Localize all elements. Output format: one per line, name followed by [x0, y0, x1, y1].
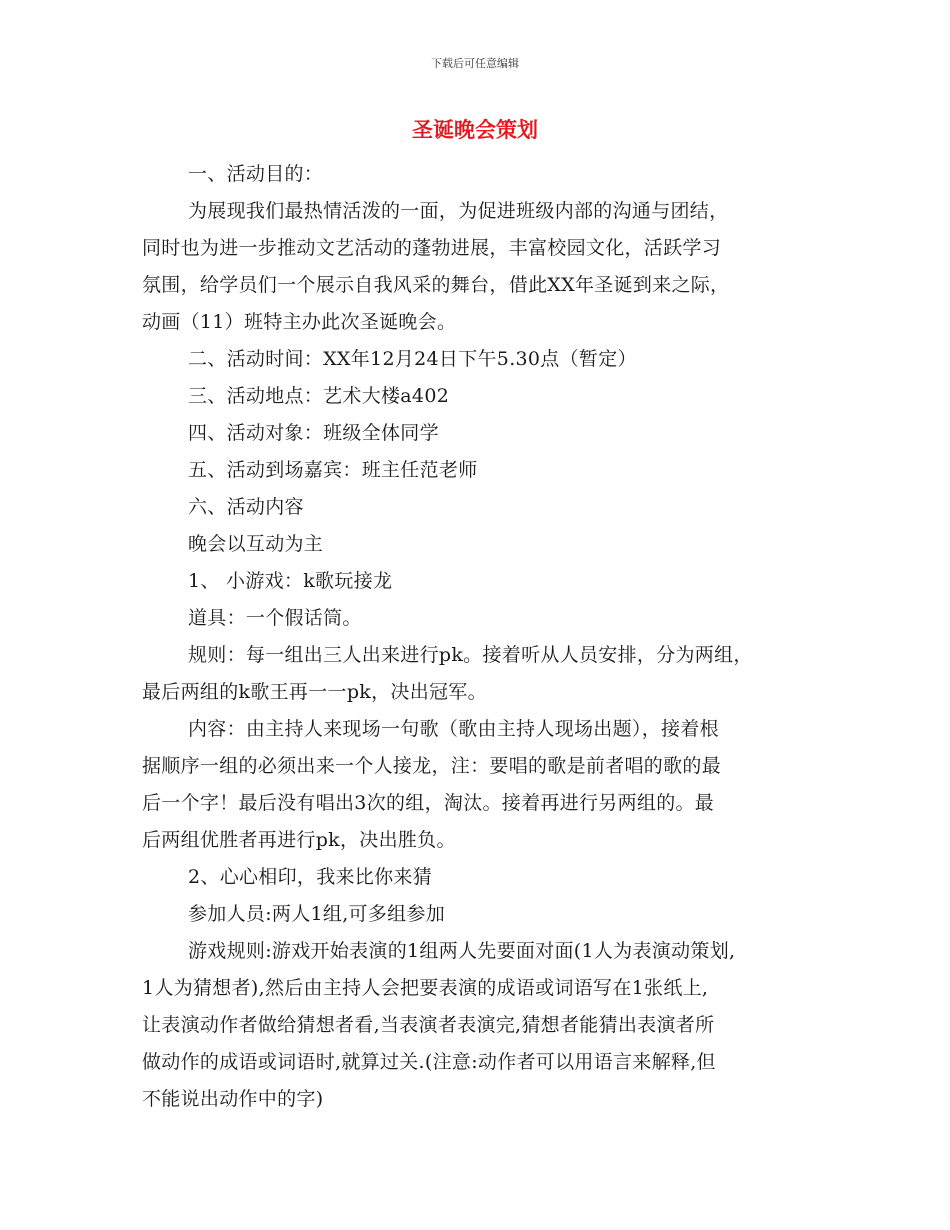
- body-line: 二、活动时间：XX年12月24日下午5.30点（暂定）: [188, 348, 637, 370]
- body-line: 规则：每一组出三人出来进行pk。接着听从人员安排，分为两组，: [188, 644, 753, 666]
- body-line: 晚会以互动为主: [188, 533, 324, 555]
- document-title: 圣诞晚会策划: [412, 118, 538, 142]
- body-line: 参加人员:两人1组,可多组参加: [188, 903, 446, 925]
- body-line: 一、活动目的：: [188, 163, 324, 185]
- body-line: 内容：由主持人来现场一句歌（歌由主持人现场出题），接着根: [188, 718, 719, 740]
- body-line: 后两组优胜者再进行pk，决出胜负。: [142, 829, 456, 851]
- body-line: 让表演动作者做给猜想者看,当表演者表演完,猜想者能猜出表演者所: [142, 1014, 715, 1036]
- body-line: 道具：一个假话筒。: [188, 607, 362, 629]
- body-line: 不能说出动作中的字): [142, 1088, 324, 1110]
- body-line: 四、活动对象：班级全体同学: [188, 422, 439, 444]
- body-line: 氛围，给学员们一个展示自我风采的舞台，借此XX年圣诞到来之际，: [142, 274, 730, 296]
- body-line: 三、活动地点：艺术大楼a402: [188, 385, 450, 407]
- body-line: 做动作的成语或词语时,就算过关.(注意:动作者可以用语言来解释,但: [142, 1051, 716, 1073]
- body-line: 为展现我们最热情活泼的一面，为促进班级内部的沟通与团结，: [188, 200, 729, 222]
- body-line: 后一个字！最后没有唱出3次的组，淘汰。接着再进行另两组的。最: [142, 792, 715, 814]
- body-line: 最后两组的k歌王再一一pk，决出冠军。: [142, 681, 487, 703]
- body-line: 动画（11）班特主办此次圣诞晚会。: [142, 311, 457, 333]
- document-body: [142, 156, 812, 1118]
- body-line: 2、心心相印，我来比你来猜: [188, 866, 432, 888]
- header-note: 下载后可任意编辑: [431, 57, 519, 70]
- body-line: 同时也为进一步推动文艺活动的蓬勃进展，丰富校园文化，活跃学习: [142, 237, 722, 259]
- body-line: 据顺序一组的必须出来一个人接龙，注：要唱的歌是前者唱的歌的最: [142, 755, 722, 777]
- body-line: 1、 小游戏：k歌玩接龙: [188, 570, 393, 592]
- body-line: 1人为猜想者),然后由主持人会把要表演的成语或词语写在1张纸上,: [142, 977, 709, 999]
- body-line: 游戏规则:游戏开始表演的1组两人先要面对面(1人为表演动策划,: [188, 940, 736, 962]
- body-line: 五、活动到场嘉宾：班主任范老师: [188, 459, 478, 481]
- body-line: 六、活动内容: [188, 496, 304, 518]
